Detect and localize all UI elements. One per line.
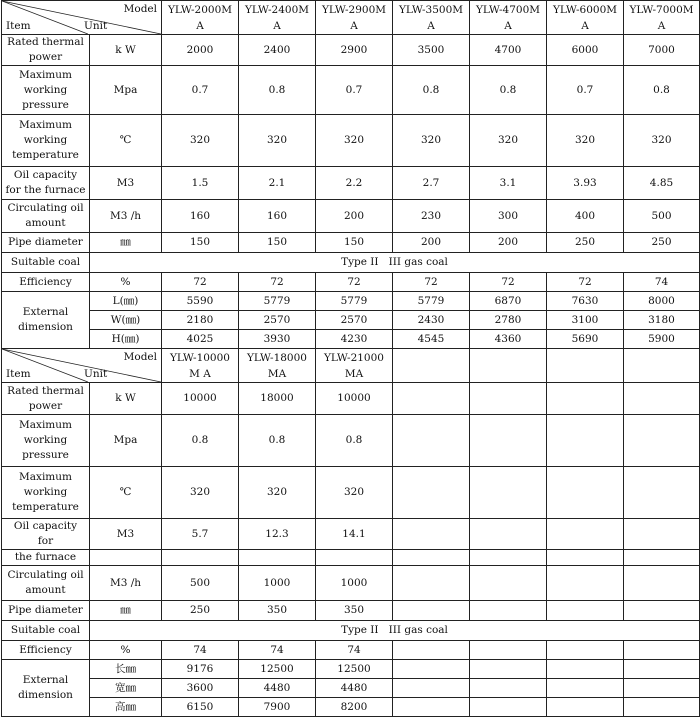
diagonal-header-cell (2, 1, 162, 35)
unit-cell: M3 /h (90, 566, 162, 601)
blank-cell (547, 383, 624, 415)
value-cell: 0.8 (162, 415, 239, 467)
unit-cell (90, 550, 162, 566)
value-cell: 2000 (162, 35, 239, 66)
value-cell: 72 (162, 273, 239, 292)
table-row (2, 233, 700, 253)
value-cell: 1000 (239, 566, 316, 601)
header-row (2, 349, 700, 383)
value-cell: 2780 (470, 311, 547, 330)
value-cell: 2180 (162, 311, 239, 330)
unit-cell: 高㎜ (90, 698, 162, 717)
blank-cell (547, 550, 624, 566)
value-cell: 72 (316, 273, 393, 292)
table-row (2, 292, 700, 311)
value-cell: 4480 (239, 679, 316, 698)
item-label: Item (6, 368, 31, 380)
unit-label: Unit (84, 368, 108, 380)
table-row (2, 273, 700, 292)
item-cell: Suitable coal (2, 621, 90, 641)
table-row (2, 311, 700, 330)
table-row (2, 519, 700, 550)
value-cell: 6150 (162, 698, 239, 717)
value-cell: 9176 (162, 660, 239, 679)
value-cell: 3500 (393, 35, 470, 66)
model-header-cell: YLW-2400M A (239, 1, 316, 35)
item-cell: Circulating oil amount (2, 200, 90, 233)
blank-cell (547, 660, 624, 679)
value-cell: 7900 (239, 698, 316, 717)
value-cell: 500 (624, 200, 700, 233)
table-row (2, 35, 700, 66)
blank-cell (470, 660, 547, 679)
value-cell: 2570 (239, 311, 316, 330)
value-cell: 320 (624, 115, 700, 167)
table-row (2, 383, 700, 415)
unit-cell: % (90, 273, 162, 292)
value-cell: 1.5 (162, 167, 239, 200)
table-row (2, 66, 700, 115)
value-cell: 160 (239, 200, 316, 233)
blank-cell (393, 519, 470, 550)
unit-cell: M3 (90, 519, 162, 550)
blank-cell (470, 467, 547, 519)
value-cell: 0.8 (624, 66, 700, 115)
value-cell: 300 (470, 200, 547, 233)
value-cell: 200 (316, 200, 393, 233)
blank-cell (393, 467, 470, 519)
unit-cell: k W (90, 35, 162, 66)
blank-cell (624, 698, 700, 717)
blank-cell (393, 349, 470, 383)
value-cell: 5779 (393, 292, 470, 311)
blank-cell (547, 679, 624, 698)
item-cell: Maximum working temperature (2, 115, 90, 167)
blank-cell (624, 415, 700, 467)
value-cell: 5779 (316, 292, 393, 311)
unit-cell: H(㎜) (90, 330, 162, 349)
value-cell: 320 (547, 115, 624, 167)
table-row (2, 641, 700, 660)
blank-cell (393, 383, 470, 415)
item-cell: Maximum working pressure (2, 66, 90, 115)
blank-cell (624, 641, 700, 660)
value-cell (162, 550, 239, 566)
value-cell: 0.8 (239, 66, 316, 115)
item-cell: External dimension (2, 660, 90, 717)
blank-cell (393, 415, 470, 467)
blank-cell (624, 519, 700, 550)
item-label: Item (6, 20, 31, 32)
blank-cell (470, 383, 547, 415)
item-cell: Efficiency (2, 641, 90, 660)
model-header-cell: YLW-10000 M A (162, 349, 239, 383)
value-cell: 3180 (624, 311, 700, 330)
table-row (2, 253, 700, 273)
blank-cell (470, 519, 547, 550)
value-cell: 5900 (624, 330, 700, 349)
value-cell: 150 (316, 233, 393, 253)
value-cell: 72 (470, 273, 547, 292)
value-cell: 230 (393, 200, 470, 233)
value-cell: 4360 (470, 330, 547, 349)
value-cell: 4700 (470, 35, 547, 66)
value-cell: 0.7 (316, 66, 393, 115)
blank-cell (393, 566, 470, 601)
blank-cell (547, 349, 624, 383)
blank-cell (470, 566, 547, 601)
table-row (2, 467, 700, 519)
value-cell: 8200 (316, 698, 393, 717)
model-label: Model (123, 351, 157, 363)
table-row (2, 200, 700, 233)
blank-cell (624, 566, 700, 601)
unit-cell: M3 /h (90, 200, 162, 233)
blank-cell (393, 601, 470, 621)
blank-cell (470, 601, 547, 621)
value-cell: 320 (316, 467, 393, 519)
blank-cell (393, 641, 470, 660)
table-row (2, 698, 700, 717)
value-cell: 0.7 (547, 66, 624, 115)
blank-cell (393, 550, 470, 566)
blank-cell (547, 467, 624, 519)
value-cell: 72 (239, 273, 316, 292)
table-row (2, 330, 700, 349)
value-cell: 2.2 (316, 167, 393, 200)
coal-type-cell: Type II III gas coal (90, 621, 700, 641)
item-cell: Suitable coal (2, 253, 90, 273)
item-cell: Oil capacity for the furnace (2, 167, 90, 200)
model-header-cell: YLW-3500M A (393, 1, 470, 35)
value-cell: 3.1 (470, 167, 547, 200)
value-cell: 5779 (239, 292, 316, 311)
value-cell: 0.8 (393, 66, 470, 115)
value-cell: 250 (162, 601, 239, 621)
value-cell: 72 (393, 273, 470, 292)
blank-cell (470, 641, 547, 660)
blank-cell (470, 550, 547, 566)
blank-cell (547, 601, 624, 621)
item-cell: Maximum working temperature (2, 467, 90, 519)
item-cell: External dimension (2, 292, 90, 349)
value-cell: 500 (162, 566, 239, 601)
value-cell: 2900 (316, 35, 393, 66)
table-row (2, 621, 700, 641)
value-cell: 350 (239, 601, 316, 621)
blank-cell (393, 698, 470, 717)
unit-cell: k W (90, 383, 162, 415)
unit-cell: % (90, 641, 162, 660)
value-cell: 8000 (624, 292, 700, 311)
value-cell: 2570 (316, 311, 393, 330)
value-cell: 5590 (162, 292, 239, 311)
value-cell: 10000 (316, 383, 393, 415)
value-cell: 3.93 (547, 167, 624, 200)
value-cell: 2.1 (239, 167, 316, 200)
blank-cell (470, 679, 547, 698)
value-cell: 74 (239, 641, 316, 660)
value-cell: 3930 (239, 330, 316, 349)
blank-cell (547, 566, 624, 601)
value-cell: 320 (470, 115, 547, 167)
value-cell: 12.3 (239, 519, 316, 550)
spec-table (1, 0, 700, 717)
unit-cell: M3 (90, 167, 162, 200)
item-cell: the furnace (2, 550, 90, 566)
value-cell: 3100 (547, 311, 624, 330)
header-row (2, 1, 700, 35)
unit-cell: ℃ (90, 115, 162, 167)
unit-cell: W(㎜) (90, 311, 162, 330)
model-header-cell: YLW-18000 MA (239, 349, 316, 383)
table-row (2, 601, 700, 621)
value-cell: 160 (162, 200, 239, 233)
value-cell: 200 (393, 233, 470, 253)
table-row (2, 415, 700, 467)
value-cell: 0.7 (162, 66, 239, 115)
unit-cell: Mpa (90, 415, 162, 467)
value-cell: 400 (547, 200, 624, 233)
table-row (2, 167, 700, 200)
value-cell: 4545 (393, 330, 470, 349)
value-cell: 7000 (624, 35, 700, 66)
blank-cell (547, 519, 624, 550)
value-cell: 10000 (162, 383, 239, 415)
item-cell: Maximum working pressure (2, 415, 90, 467)
value-cell: 4480 (316, 679, 393, 698)
blank-cell (624, 679, 700, 698)
blank-cell (624, 550, 700, 566)
value-cell: 150 (239, 233, 316, 253)
model-header-cell: YLW-2000M A (162, 1, 239, 35)
value-cell: 320 (162, 115, 239, 167)
blank-cell (547, 415, 624, 467)
value-cell: 250 (624, 233, 700, 253)
value-cell: 250 (547, 233, 624, 253)
value-cell: 6870 (470, 292, 547, 311)
diagonal-header-cell (2, 349, 162, 383)
value-cell: 18000 (239, 383, 316, 415)
item-cell: Pipe diameter (2, 233, 90, 253)
model-header-cell: YLW-7000M A (624, 1, 700, 35)
value-cell: 150 (162, 233, 239, 253)
value-cell: 2400 (239, 35, 316, 66)
blank-cell (624, 349, 700, 383)
value-cell: 14.1 (316, 519, 393, 550)
value-cell: 320 (316, 115, 393, 167)
value-cell: 5690 (547, 330, 624, 349)
value-cell: 3600 (162, 679, 239, 698)
table-row (2, 660, 700, 679)
item-cell: Oil capacity for (2, 519, 90, 550)
value-cell: 5.7 (162, 519, 239, 550)
item-cell: Rated thermal power (2, 383, 90, 415)
value-cell: 350 (316, 601, 393, 621)
blank-cell (547, 641, 624, 660)
value-cell: 74 (162, 641, 239, 660)
blank-cell (624, 601, 700, 621)
value-cell: 320 (393, 115, 470, 167)
unit-label: Unit (84, 20, 108, 32)
item-cell: Circulating oil amount (2, 566, 90, 601)
coal-type-cell: Type II III gas coal (90, 253, 700, 273)
unit-cell: ℃ (90, 467, 162, 519)
table-row (2, 679, 700, 698)
blank-cell (393, 660, 470, 679)
blank-cell (470, 415, 547, 467)
unit-cell: 宽㎜ (90, 679, 162, 698)
model-header-cell: YLW-4700M A (470, 1, 547, 35)
blank-cell (624, 383, 700, 415)
unit-cell: Mpa (90, 66, 162, 115)
item-cell: Efficiency (2, 273, 90, 292)
value-cell: 320 (239, 467, 316, 519)
model-header-cell: YLW-21000 MA (316, 349, 393, 383)
value-cell: 74 (624, 273, 700, 292)
value-cell: 6000 (547, 35, 624, 66)
value-cell: 320 (239, 115, 316, 167)
value-cell: 0.8 (316, 415, 393, 467)
value-cell (316, 550, 393, 566)
value-cell: 2.7 (393, 167, 470, 200)
model-label: Model (123, 3, 157, 15)
unit-cell: 长㎜ (90, 660, 162, 679)
value-cell (239, 550, 316, 566)
value-cell: 2430 (393, 311, 470, 330)
item-cell: Rated thermal power (2, 35, 90, 66)
value-cell: 1000 (316, 566, 393, 601)
blank-cell (470, 698, 547, 717)
blank-cell (547, 698, 624, 717)
table-row (2, 115, 700, 167)
model-header-cell: YLW-6000M A (547, 1, 624, 35)
value-cell: 74 (316, 641, 393, 660)
value-cell: 4.85 (624, 167, 700, 200)
value-cell: 4025 (162, 330, 239, 349)
blank-cell (624, 660, 700, 679)
unit-cell: L(㎜) (90, 292, 162, 311)
value-cell: 12500 (316, 660, 393, 679)
unit-cell: ㎜ (90, 601, 162, 621)
value-cell: 320 (162, 467, 239, 519)
item-cell: Pipe diameter (2, 601, 90, 621)
model-header-cell: YLW-2900M A (316, 1, 393, 35)
unit-cell: ㎜ (90, 233, 162, 253)
value-cell: 0.8 (470, 66, 547, 115)
blank-cell (470, 349, 547, 383)
value-cell: 12500 (239, 660, 316, 679)
table-row (2, 550, 700, 566)
value-cell: 0.8 (239, 415, 316, 467)
blank-cell (624, 467, 700, 519)
value-cell: 7630 (547, 292, 624, 311)
value-cell: 72 (547, 273, 624, 292)
table-row (2, 566, 700, 601)
value-cell: 4230 (316, 330, 393, 349)
value-cell: 200 (470, 233, 547, 253)
blank-cell (393, 679, 470, 698)
